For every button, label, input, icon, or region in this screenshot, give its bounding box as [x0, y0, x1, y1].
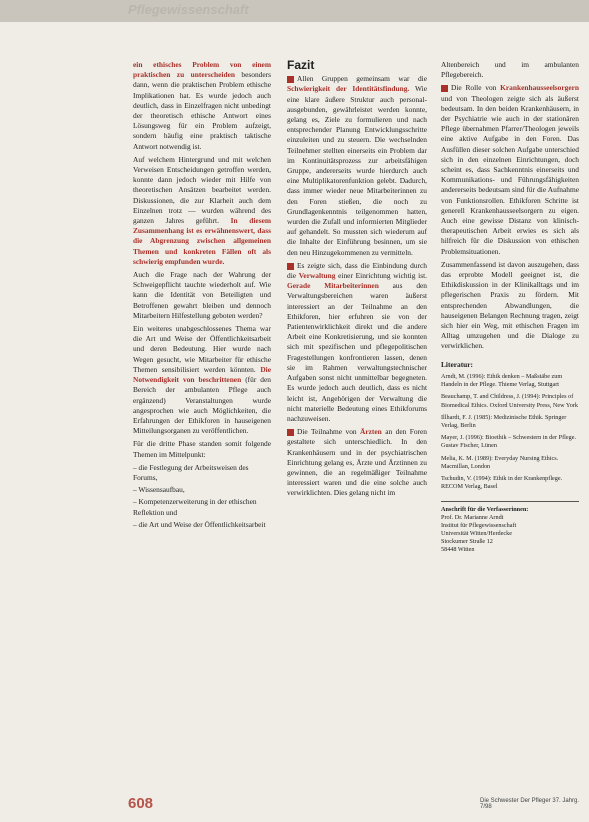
- author-address: [441, 506, 579, 554]
- literature-entry: Mayer, J. (1996): Bioethik – Schwestern in der Pflege. Gustav Fischer, Lünen: [441, 434, 576, 450]
- column-3: [441, 60, 579, 554]
- text: aus den Verwaltungsbereichen waren äußerst interessiert an der Teilnahme an den Ethikforen, hier erfuhren sie von der Patientenwirklichkeit direkt und die andere Arbeit eine Konkretisierung, und sie konnten sich mit spezifischen und pflegepolitischen Fragestellungen konfrontieren lassen, denen sie im Rahmen verwaltungstechnischer Aufgaben sonst nicht unmittelbar begegneten. Es wurde jedoch auch deutlich, dass es nicht leicht ist, Angehörigen der Verwaltung die nicht materielle Bedeutung eines Ethikforums nachzuweisen.: [287, 281, 428, 423]
- list-item: – Kompetenzerweiterung in der ethischen Reflektion und: [133, 497, 257, 517]
- literature-entry: Melia, K. M. (1989): Everyday Nursing Ethics. Macmillan, London: [441, 454, 559, 470]
- paragraph: [133, 324, 271, 436]
- paragraph: Altenbereich und im ambulanten Pflegebereich.: [441, 60, 579, 80]
- address-line: Stockumer Straße 12: [441, 538, 493, 546]
- address-line: Universität Witten/Herdecke: [441, 530, 512, 538]
- literature-entry: Beauchamp, T. and Childress, J. (1994): Principles of Biomedical Ethics. Oxford University Press, New York: [441, 393, 578, 409]
- text: Die Rolle von: [451, 83, 497, 93]
- bullet-square-icon: [287, 429, 294, 436]
- page-header: [0, 0, 589, 22]
- highlight: ein ethisches Problem von einem praktischen zu unterscheiden: [133, 60, 271, 80]
- paragraph: [133, 155, 271, 267]
- paragraph: [287, 261, 427, 424]
- address-line: Institut für Pflegewissenschaft: [441, 522, 517, 530]
- heading-fazit: Fazit: [287, 58, 315, 72]
- text: Es zeigte sich, dass die Einbindung durch die: [287, 260, 427, 281]
- text: und von Theologen zeigte sich als äußerst bedeutsam. In den beiden Krankenhäusern, in der Psychiatrie wie auch in der stationären Pflege übernahmen Pfarrer/Theologen jeweils eine aktive Aufgabe in den Foren. Das Ausfüllen dieser solchen Aufgabe unterschied sich in den einzelnen Einrichtungen, doch scheint es, dass Sachkenntnis einerseits und Kommunikations- und Führungsfähigkeiten andererseits bedeutsam sind für die Aufnahme von Funktionsrollen. Ethikforen Schritte ist generell Krankenhausseelsorgern zu eigen. Auch eine gewisse Distanz von klinisch-therapeutischen Arbeit erwies es sich als hilfreich für die Diskussion von ethischen Problemsituationen.: [441, 93, 579, 256]
- text: (für den Bereich der ambulanten Pflege auch ergänzend) Veranstaltungen wurde angesprochen wie auch Möglichkeiten, die Erfahrungen der Ethikforen in hauseigenen Mitteilungsorganen zu veröffentlichen.: [133, 375, 271, 436]
- paragraph: Für die dritte Phase standen somit folgende Themen im Mittelpunkt:: [133, 439, 271, 459]
- paragraph: [441, 83, 579, 256]
- highlight: In diesem Zusammenhang ist es erwähnenswert, dass die Abgrenzung zwischen allgemeinen Themen und konkreten Fällen oft als schwierig empfunden wurde.: [133, 216, 272, 266]
- text: Die Teilnahme von: [297, 427, 357, 437]
- list-item: – Wissensaufbau,: [133, 485, 185, 495]
- paragraph: [287, 74, 427, 258]
- bullet-square-icon: [287, 263, 294, 270]
- paragraph: Auch die Frage nach der Wahrung der Schweigepflicht tauchte wiederholt auf. Wie kann die Identität von Beteiligten und Betroffenen gewahrt bleiben und dennoch Mitarbeitern Hilfestellung geboten werden?: [133, 270, 271, 320]
- highlight: Ärzten: [360, 427, 382, 437]
- list-item: – die Festlegung der Arbeitsweisen des Forums,: [133, 462, 249, 482]
- text: besonders dann, wenn die praktischen Problem ethische Implikationen hat. Es wurde jedoch auch deutlich, dass in Einzelfragen nicht unbedingt der theoretisch ethische Antwort eines Lösungsweg für ein Problem aufzeigt, sondern häufig eine praktisch taktische Antwort notwendig ist.: [133, 70, 271, 151]
- address-line: Prof. Dr. Marianne Arndt: [441, 514, 504, 522]
- highlight: Gerade Mitarbeiterinnen: [287, 281, 379, 291]
- bullet-square-icon: [441, 85, 448, 92]
- text: Allen Gruppen gemeinsam war die: [297, 74, 427, 84]
- topic-list: [133, 463, 271, 530]
- highlight: Die Notwendigkeit von beschrittenen: [133, 364, 271, 385]
- column-1: [133, 60, 271, 532]
- divider: [441, 501, 579, 502]
- text: Wie eine klare äußere Struktur auch personalausgebunden, gewährleistet werden konnte, gelang es, Ziele zu formulieren und nach entsprechender Planung Entwicklungsschritte einzuleiten und zu steuern. Die wechselnden Teilnehmer stellten einerseits ein Problem dar im Kontinuitätsprozess zur arbeitsfähigen Gruppe, andererseits wurde hierdurch auch eine Multiplikatorenfunktion gelebt. Dadurch, dass immer wieder neue Mitarbeiterinnen zu den Foren stießen, die noch zu Grundlagenkenntnis teilgenommen hatten, wurden die Zufall und informierten Mitglieder auf gehandelt. So mussten sich wiederum auf die Inhalte der Einführung besinnen, um sie den neu Hinzugekommenen zu vermitteln.: [287, 84, 427, 257]
- highlight: Schwierigkeit der Identitätsfindung.: [287, 84, 410, 94]
- column-2: [287, 60, 427, 502]
- journal-source: Die Schwester Der Pfleger 37. Jahrg. 7/98: [480, 798, 580, 810]
- text: Ein weiteres unabgeschlossenes Thema war die Art und Weise der Öffentlichkeitsarbeit und deren Bedeutung. Hier wurde nach Wegen gesucht, wie Mitarbeiter für ethische Themen sensibilisiert werden könnten.: [133, 324, 271, 374]
- text: einer Einrichtung wichtig ist.: [338, 271, 427, 281]
- paragraph: [133, 60, 271, 152]
- literature-entry: Arndt, M. (1996): Ethik denken – Maßstäbe zum Handeln in der Pflege. Thieme Verlag, Stuttgart: [441, 372, 563, 389]
- section-title: Pflegewissenschaft: [128, 2, 249, 17]
- bullet-square-icon: [287, 76, 294, 83]
- text: Auf welchem Hintergrund und mit welchen Verweisen Entscheidungen getroffen werden, konnte dann jedoch wieder mit Hilfe von theoretischen Ansätzen bearbeitet werden. Diskussionen, die zur Klarheit auch dem Einzelnen trotz — wurden während des ganzen Jahres geführt.: [133, 154, 271, 226]
- literature-heading: Literatur:: [441, 359, 474, 369]
- highlight: Krankenhausseelsorgern: [500, 83, 579, 93]
- text: an den Foren gestaltete sich unterschiedlich. In den Krankenhäusern und in der psychiatrischen Einrichtung gelang es, Ärzte und Ärztinnen zu gewinnen, die an regelmäßiger Teilnahme interessiert waren und die eine solche auch verwirklichten. Dies gelang nicht im: [287, 427, 427, 498]
- address-label: Anschrift für die Verfasserinnen:: [441, 506, 529, 514]
- address-line: 58448 Witten: [441, 546, 475, 554]
- highlight: Verwaltung: [298, 271, 336, 281]
- paragraph: [287, 427, 427, 498]
- paragraph: Zusammenfassend ist davon auszugehen, dass das erprobte Modell geeignet ist, die Ethikdiskussion in der Klinikalltags und im pflegerischen Praxis zu fördern. Mit entsprechenden Abwandlungen, die hauseigenen Belangen Rechnung tragen, zeigt sich hier ein Weg, mit ethischen Fragen im Alltag umzugehen und die Dialoge zu verwirklichen.: [441, 259, 579, 351]
- literature-entry: Illhardt, F. J. (1985): Medizinische Ethik. Springer Verlag, Berlin: [441, 413, 567, 429]
- page-number: 608: [128, 795, 154, 812]
- list-item: – die Art und Weise der Öffentlichkeitsarbeit: [133, 519, 266, 529]
- literature-entry: Tschudin, V. (1994): Ethik in der Krankenpflege. RECOM Verlag, Basel: [441, 474, 563, 491]
